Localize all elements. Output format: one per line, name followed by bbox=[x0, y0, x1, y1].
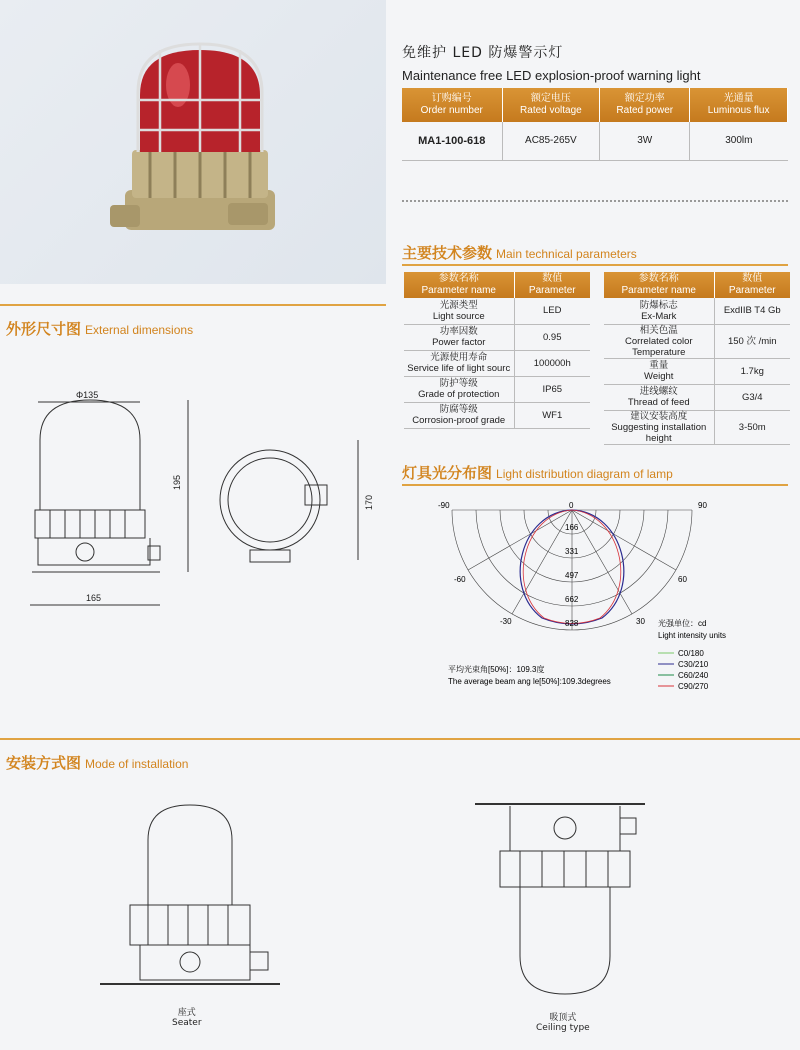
param-row-value: IP65 bbox=[514, 376, 590, 402]
radial-label: 662 bbox=[565, 595, 579, 604]
order-table bbox=[402, 88, 788, 161]
param-value-header: 数值 Parameter bbox=[514, 272, 590, 298]
legend-item: C0/180 bbox=[678, 649, 704, 658]
dims-section-title: 外形尺寸图 External dimensions bbox=[6, 320, 194, 338]
param-row-value: 150 次 /min bbox=[714, 324, 790, 358]
light-section-title: 灯具光分布图 Light distribution diagram of lamp bbox=[402, 464, 673, 482]
param-row-value: 100000h bbox=[514, 350, 590, 376]
legend-item: C30/210 bbox=[678, 660, 709, 669]
order-number: MA1-100-618 bbox=[402, 122, 502, 160]
param-row-name: 防爆标志 Ex-Mark bbox=[604, 298, 714, 324]
rated-voltage: AC85-265V bbox=[502, 122, 600, 160]
unit-label-en: Light intensity units bbox=[658, 631, 727, 640]
dimension-drawing bbox=[0, 380, 386, 610]
radial-label: 166 bbox=[565, 523, 579, 532]
param-row-value: ExdIIB T4 Gb bbox=[714, 298, 790, 324]
dim-side-height: 170 bbox=[364, 494, 374, 510]
seater-label: 座式 Seater bbox=[172, 1008, 202, 1028]
dim-height: 195 bbox=[172, 474, 182, 490]
angle-label: 90 bbox=[698, 501, 707, 510]
param-row-value: 0.95 bbox=[514, 324, 590, 350]
angle-label: -90 bbox=[438, 501, 450, 510]
luminous-flux: 300lm bbox=[690, 122, 788, 160]
angle-label: 60 bbox=[678, 575, 687, 584]
angle-label: 0 bbox=[569, 501, 574, 510]
order-header-order: 订购编号 Order number bbox=[402, 88, 502, 122]
install-section-title: 安装方式图 Mode of installation bbox=[6, 754, 189, 772]
params-table-right bbox=[604, 272, 790, 445]
param-row-name: 功率因数 Power factor bbox=[404, 324, 514, 350]
param-name-header: 参数名称 Parameter name bbox=[404, 272, 514, 298]
lamp-dome-outline bbox=[40, 400, 140, 510]
param-row-name: 防腐等级 Corrosion-proof grade bbox=[404, 402, 514, 428]
radial-label: 828 bbox=[565, 619, 579, 628]
param-name-header: 参数名称 Parameter name bbox=[604, 272, 714, 298]
tech-rule bbox=[402, 264, 788, 266]
angle-label: -60 bbox=[454, 575, 466, 584]
radial-label: 331 bbox=[565, 547, 579, 556]
rated-power: 3W bbox=[600, 122, 690, 160]
beam-angle-en: The average beam ang le[50%]:109.3degrees bbox=[448, 677, 611, 686]
order-header-power: 额定功率 Rated power bbox=[600, 88, 690, 122]
angle-label: 30 bbox=[636, 617, 645, 626]
light-rule bbox=[402, 484, 788, 486]
unit-label-cn: 光强单位：cd bbox=[658, 619, 707, 628]
radial-label: 497 bbox=[565, 571, 579, 580]
ceiling-install-drawing bbox=[470, 796, 670, 1006]
ceiling-label: 吸顶式 Ceiling type bbox=[536, 1013, 590, 1033]
legend bbox=[658, 649, 709, 691]
install-rule bbox=[0, 738, 800, 740]
seater-install-drawing bbox=[90, 790, 290, 1000]
param-row-value: WF1 bbox=[514, 402, 590, 428]
params-table-left bbox=[404, 272, 590, 429]
lamp-ring-outline bbox=[35, 510, 145, 538]
product-title-en: Maintenance free LED explosion-proof warning light bbox=[402, 68, 701, 83]
order-header-voltage: 额定电压 Rated voltage bbox=[502, 88, 600, 122]
beam-angle-cn: 平均光束角[50%]：109.3度 bbox=[448, 665, 545, 674]
param-row-name: 相关色温 Correlated color Temperature bbox=[604, 324, 714, 358]
param-row-value: 1.7kg bbox=[714, 358, 790, 384]
dims-rule bbox=[0, 304, 386, 306]
param-row-value: 3-50m bbox=[714, 410, 790, 444]
order-header-flux: 光通量 Luminous flux bbox=[690, 88, 788, 122]
param-value-header: 数值 Parameter bbox=[714, 272, 790, 298]
tech-section-title: 主要技术参数 Main technical parameters bbox=[402, 244, 637, 262]
legend-item: C90/270 bbox=[678, 682, 709, 691]
param-row-value: G3/4 bbox=[714, 384, 790, 410]
param-row-name: 光源类型 Light source bbox=[404, 298, 514, 324]
param-row-name: 光源使用寿命 Service life of light sourc bbox=[404, 350, 514, 376]
divider bbox=[402, 200, 788, 202]
param-row-name: 进线螺纹 Thread of feed bbox=[604, 384, 714, 410]
dim-diameter: Φ135 bbox=[76, 390, 99, 400]
product-title-cn: 免维护 LED 防爆警示灯 bbox=[402, 45, 564, 61]
param-row-value: LED bbox=[514, 298, 590, 324]
angle-label: -30 bbox=[500, 617, 512, 626]
polar-distribution-chart bbox=[402, 498, 792, 708]
param-row-name: 重量 Weight bbox=[604, 358, 714, 384]
param-row-name: 建议安装高度 Suggesting installation height bbox=[604, 410, 714, 444]
warning-lamp-illustration bbox=[0, 0, 386, 284]
dim-width: 165 bbox=[86, 593, 102, 603]
product-photo bbox=[0, 0, 386, 284]
param-row-name: 防护等级 Grade of protection bbox=[404, 376, 514, 402]
legend-item: C60/240 bbox=[678, 671, 709, 680]
